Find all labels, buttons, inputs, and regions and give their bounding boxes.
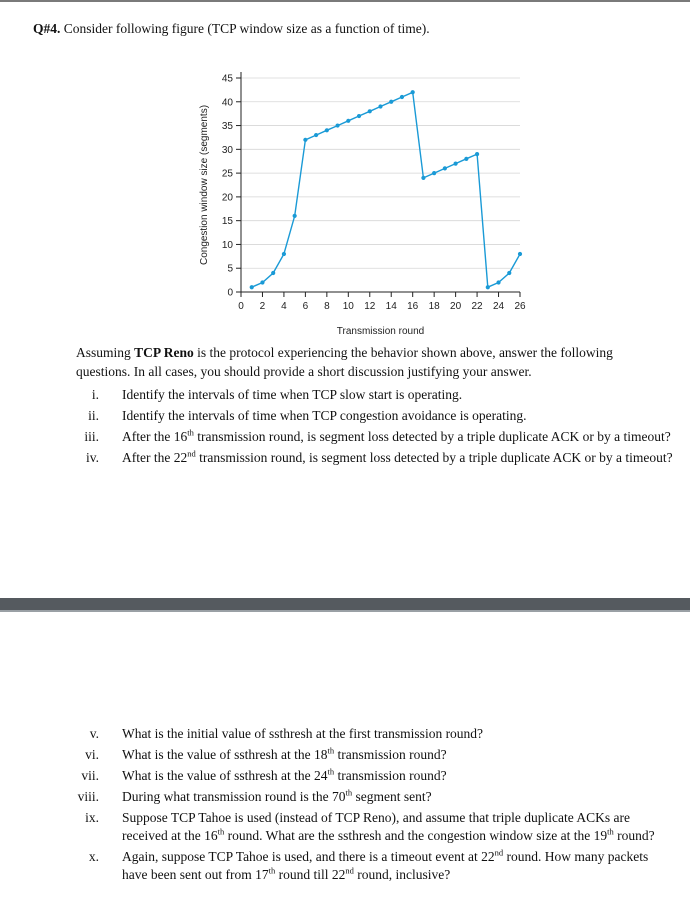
data-point	[314, 133, 318, 137]
question-text	[122, 810, 655, 843]
question-text	[122, 387, 462, 402]
question-list-part2	[76, 725, 676, 887]
question-item	[76, 449, 676, 467]
question-item	[76, 746, 676, 764]
y-tick-label: 15	[221, 216, 233, 228]
top-rule	[0, 0, 690, 2]
x-tick-label: 12	[364, 301, 376, 312]
question-number: iii.	[84, 429, 99, 444]
intro-protocol: TCP Reno	[134, 345, 194, 360]
intro-suffix: is the protocol experiencing the behavior shown above, answer the following questions. In all cases, you should provide a short discussion justifying your answer.	[76, 345, 613, 379]
ordinal-suffix: nd	[345, 865, 354, 876]
question-text	[122, 849, 648, 882]
question-text-part: Identify the intervals of time when TCP congestion avoidance is operating.	[122, 408, 527, 423]
intro-paragraph	[76, 343, 666, 381]
question-text	[122, 450, 673, 465]
data-point	[389, 100, 393, 104]
ordinal-suffix: nd	[187, 448, 196, 459]
ordinal-suffix: th	[327, 766, 335, 777]
question-text	[122, 726, 483, 741]
question-text: Consider following figure (TCP window size as a function of time).	[63, 21, 430, 36]
x-tick-label: 24	[492, 301, 505, 312]
question-text-part: segment sent?	[352, 789, 432, 804]
x-tick-label: 20	[450, 301, 462, 312]
data-point	[250, 285, 254, 289]
question-text	[122, 408, 527, 423]
question-text-part: round. How many packets have been sent out from 17	[122, 849, 649, 882]
question-text	[122, 768, 447, 783]
question-text-part: Identify the intervals of time when TCP slow start is operating.	[122, 387, 463, 402]
ordinal-suffix: nd	[494, 847, 504, 858]
y-tick-label: 30	[221, 144, 233, 156]
question-text-part: transmission round?	[334, 747, 447, 762]
ordinal-suffix: th	[327, 745, 335, 756]
data-point	[486, 285, 490, 289]
question-item	[76, 848, 676, 884]
data-point	[496, 280, 500, 284]
question-number: x.	[88, 849, 99, 864]
question-text	[122, 747, 447, 762]
ordinal-suffix: th	[187, 427, 194, 438]
data-point	[443, 166, 447, 170]
data-point	[346, 119, 350, 123]
data-point	[260, 280, 264, 284]
series-line	[252, 92, 520, 287]
data-point	[378, 104, 382, 108]
x-tick-label: 26	[514, 301, 526, 312]
cwnd-chart	[185, 68, 535, 343]
data-point	[475, 152, 479, 156]
question-text-part: Again, suppose TCP Tahoe is used, and there is a timeout event at 22	[122, 849, 495, 864]
question-number: iv.	[86, 450, 99, 465]
y-axis-label: Congestion window size (segments)	[199, 104, 210, 266]
x-tick-label: 10	[342, 301, 354, 312]
question-label: Q#4.	[33, 21, 61, 36]
question-number: vii.	[81, 768, 99, 783]
x-tick-label: 14	[385, 301, 397, 312]
y-tick-label: 5	[227, 263, 233, 275]
question-item	[76, 725, 676, 743]
intro-prefix: Assuming	[76, 345, 135, 360]
x-tick-label: 0	[238, 301, 244, 312]
data-point	[303, 138, 307, 142]
x-axis-label: Transmission round	[336, 326, 425, 337]
question-number: i.	[91, 387, 99, 402]
y-tick-label: 35	[221, 121, 233, 133]
question-text-part: transmission round, is segment loss detected by a triple duplicate ACK or by a timeout?	[195, 450, 673, 465]
question-text-part: Suppose TCP Tahoe is used (instead of TCP Reno), and assume that triple duplicate ACKs are received at the 16	[122, 810, 630, 843]
question-text	[122, 789, 432, 804]
question-text-part: round till 22	[275, 867, 346, 882]
question-number: ix.	[85, 810, 99, 825]
data-point	[271, 271, 275, 275]
data-point	[400, 95, 404, 99]
ordinal-suffix: th	[345, 787, 353, 798]
question-text-part: After the 16	[122, 429, 188, 444]
ordinal-suffix: th	[217, 826, 225, 837]
question-text-part: After the 22	[122, 450, 188, 465]
data-point	[518, 252, 522, 256]
x-tick-label: 2	[259, 301, 266, 312]
question-number: ii.	[88, 408, 99, 423]
x-tick-label: 6	[302, 301, 309, 312]
question-text-part: round, inclusive?	[353, 867, 451, 882]
data-point	[357, 114, 361, 118]
question-text-part: transmission round?	[334, 768, 447, 783]
question-title	[33, 21, 430, 37]
ordinal-suffix: th	[607, 826, 614, 837]
data-point	[454, 162, 458, 166]
question-text-part: round?	[613, 828, 655, 843]
question-text-part: What is the value of ssthresh at the 18	[122, 747, 328, 762]
question-item	[76, 809, 676, 845]
page-divider	[0, 598, 690, 610]
y-tick-label: 0	[227, 287, 233, 299]
x-tick-label: 4	[281, 301, 287, 312]
data-point	[335, 123, 339, 127]
x-tick-label: 22	[471, 301, 483, 312]
y-tick-label: 10	[221, 239, 233, 251]
question-item	[76, 386, 676, 404]
y-tick-label: 40	[221, 97, 233, 109]
question-text-part: What is the initial value of ssthresh at the first transmission round?	[122, 726, 484, 741]
data-point	[411, 90, 415, 94]
y-tick-label: 20	[221, 192, 233, 204]
data-point	[325, 128, 329, 132]
ordinal-suffix: th	[268, 865, 276, 876]
question-number: viii.	[77, 789, 99, 804]
question-item	[76, 788, 676, 806]
question-text-part: transmission round, is segment loss detected by a triple duplicate ACK or by a timeout?	[193, 429, 671, 444]
x-tick-label: 8	[324, 301, 330, 312]
x-tick-label: 18	[428, 301, 440, 312]
page-divider-shadow	[0, 610, 690, 612]
data-point	[421, 176, 425, 180]
question-number: v.	[89, 726, 99, 741]
question-text-part: What is the value of ssthresh at the 24	[122, 768, 328, 783]
question-item	[76, 407, 676, 425]
question-item	[76, 767, 676, 785]
question-text-part: During what transmission round is the 70	[122, 789, 346, 804]
question-text-part: round. What are the ssthresh and the congestion window size at the 19	[224, 828, 608, 843]
x-tick-label: 16	[407, 301, 419, 312]
data-point	[282, 252, 286, 256]
data-point	[368, 109, 372, 113]
question-number: vi.	[85, 747, 99, 762]
question-text	[122, 429, 671, 444]
question-list-part1	[76, 386, 676, 470]
data-point	[464, 157, 468, 161]
data-point	[293, 214, 297, 218]
data-point	[432, 171, 436, 175]
data-point	[507, 271, 511, 275]
y-tick-label: 45	[221, 73, 233, 85]
y-tick-label: 25	[221, 168, 233, 180]
question-item	[76, 428, 676, 446]
